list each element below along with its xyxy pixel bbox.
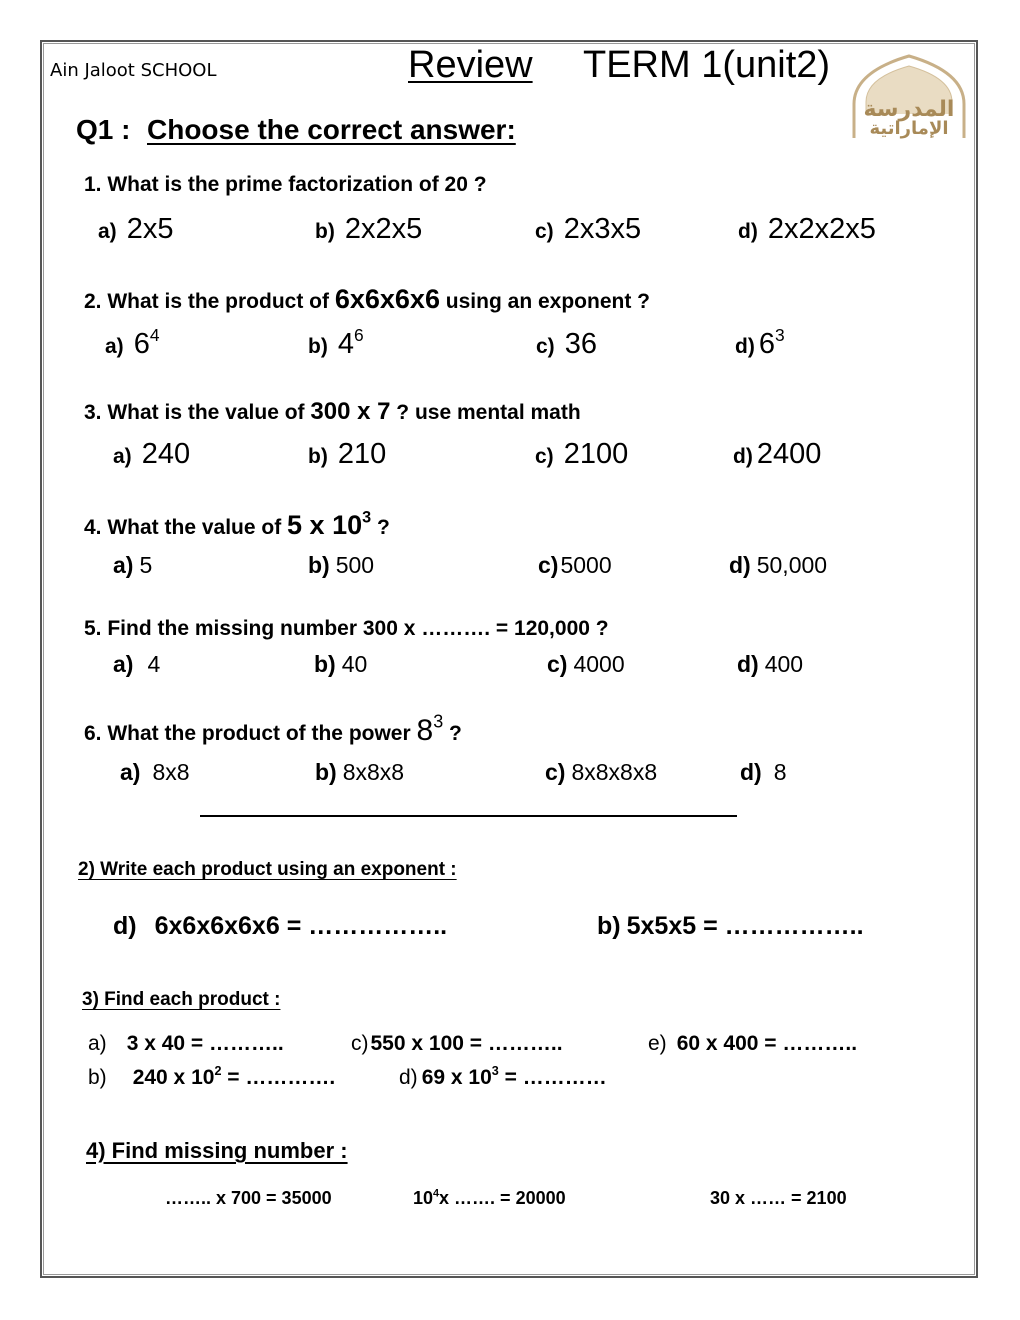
option-value: 5 bbox=[139, 552, 153, 578]
question-exponent: 3 bbox=[433, 711, 444, 732]
option-value: 50,000 bbox=[756, 552, 828, 578]
item-expression: = …………. bbox=[221, 1066, 336, 1089]
option-label: a) bbox=[98, 220, 117, 243]
item-label: d) bbox=[399, 1066, 418, 1089]
option-6d bbox=[740, 761, 787, 784]
question-base: 5 x 10 bbox=[287, 510, 363, 540]
option-value: 8x8 bbox=[152, 759, 190, 785]
svg-text:المدرسة: المدرسة bbox=[863, 97, 955, 122]
question-text: 6. What the product of the power bbox=[84, 722, 417, 745]
option-label: c) bbox=[538, 552, 559, 578]
item-label: b) bbox=[88, 1066, 107, 1089]
option-value: 40 bbox=[341, 651, 368, 677]
item-expression: 6x6x6x6x6 = …………….. bbox=[154, 912, 448, 940]
s3-item-a bbox=[88, 1033, 284, 1054]
option-label: a) bbox=[120, 759, 141, 785]
question-emphasis: 300 x 7 bbox=[310, 398, 391, 425]
option-4a bbox=[113, 554, 152, 577]
item-exponent: 4 bbox=[433, 1187, 440, 1200]
question-text: 4. What the value of bbox=[84, 516, 288, 539]
s3-item-b bbox=[88, 1064, 336, 1089]
question-emphasis: 6x6x6x6 bbox=[334, 284, 440, 314]
option-value: 400 bbox=[764, 651, 804, 677]
option-1c bbox=[535, 215, 641, 244]
option-value: 2x5 bbox=[126, 213, 174, 245]
option-value: 500 bbox=[335, 552, 375, 578]
option-value: 2100 bbox=[563, 438, 629, 470]
section-2-heading: 2) Write each product using an exponent : bbox=[78, 859, 457, 880]
item-expression: = ………… bbox=[498, 1066, 607, 1089]
option-6c bbox=[545, 761, 657, 784]
option-value: 4 bbox=[147, 651, 161, 677]
question-text: using an exponent ? bbox=[439, 290, 650, 313]
option-1d bbox=[738, 215, 876, 244]
s3-item-d bbox=[399, 1064, 607, 1089]
item-expression: 550 x 100 = ……….. bbox=[370, 1032, 563, 1055]
question-emphasis bbox=[287, 510, 371, 540]
option-label: c) bbox=[545, 759, 566, 785]
item-label: a) bbox=[88, 1032, 107, 1055]
option-label: b) bbox=[308, 445, 328, 468]
q1-number: Q1 : bbox=[76, 114, 131, 145]
svg-text:الإماراتية: الإماراتية bbox=[869, 118, 949, 139]
option-value: 2x2x2x5 bbox=[767, 213, 876, 245]
question-base: 8 bbox=[416, 714, 434, 747]
option-4c bbox=[538, 554, 612, 577]
question-text: ? bbox=[443, 722, 462, 745]
option-2c bbox=[536, 330, 597, 359]
option-value: 2400 bbox=[756, 438, 822, 470]
option-value: 8x8x8 bbox=[342, 759, 405, 785]
s3-item-c bbox=[351, 1033, 563, 1054]
item-label: c) bbox=[351, 1032, 369, 1055]
question-1: 1. What is the prime factorization of 20 ? bbox=[84, 173, 487, 196]
option-label: d) bbox=[740, 759, 762, 785]
question-text: 3. What is the value of bbox=[84, 401, 311, 424]
option-label: b) bbox=[315, 759, 337, 785]
option-3c bbox=[535, 440, 628, 469]
section-3-heading: 3) Find each product : bbox=[82, 989, 281, 1010]
s2-item-b bbox=[597, 914, 864, 939]
question-text: ? bbox=[371, 516, 390, 539]
item-expression: 5x5x5 = …………….. bbox=[626, 912, 864, 940]
option-label: b) bbox=[308, 552, 330, 578]
option-value: 6 bbox=[758, 328, 775, 360]
option-1b bbox=[315, 215, 422, 244]
item-expression: x ……. = 20000 bbox=[439, 1188, 566, 1208]
option-label: c) bbox=[535, 220, 554, 243]
option-label: c) bbox=[547, 651, 568, 677]
option-label: d) bbox=[737, 651, 759, 677]
option-value: 6 bbox=[133, 328, 150, 360]
option-label: d) bbox=[729, 552, 751, 578]
item-expression: 240 x 10 bbox=[132, 1066, 215, 1089]
option-5a bbox=[113, 653, 160, 676]
section-divider bbox=[200, 815, 737, 817]
option-exponent: 4 bbox=[149, 324, 160, 345]
option-1a bbox=[98, 215, 173, 244]
question-5: 5. Find the missing number 300 x ………. = 120,000 ? bbox=[84, 617, 609, 640]
question-exponent: 3 bbox=[362, 508, 372, 527]
option-value: 5000 bbox=[560, 552, 612, 578]
option-label: d) bbox=[733, 445, 753, 468]
q1-title: Choose the correct answer: bbox=[147, 114, 516, 145]
option-2d bbox=[735, 324, 785, 360]
option-label: c) bbox=[535, 445, 554, 468]
item-expression: 69 x 10 bbox=[421, 1066, 492, 1089]
option-2b bbox=[308, 324, 364, 360]
option-5b bbox=[314, 653, 367, 676]
option-label: d) bbox=[738, 220, 758, 243]
item-label: b) bbox=[597, 912, 621, 940]
option-value: 2x2x5 bbox=[344, 213, 423, 245]
option-label: a) bbox=[113, 552, 134, 578]
s4-item-2 bbox=[413, 1189, 566, 1207]
option-label: a) bbox=[105, 335, 124, 358]
option-label: b) bbox=[314, 651, 336, 677]
option-value: 240 bbox=[141, 438, 191, 470]
option-label: a) bbox=[113, 651, 134, 677]
school-logo bbox=[846, 54, 972, 140]
question-2 bbox=[84, 286, 650, 313]
option-exponent: 6 bbox=[353, 324, 364, 345]
s4-item-1: …….. x 700 = 35000 bbox=[165, 1188, 332, 1208]
option-value: 4 bbox=[337, 328, 354, 360]
option-label: c) bbox=[536, 335, 555, 358]
question-text: 2. What is the product of bbox=[84, 290, 335, 313]
option-3b bbox=[308, 440, 386, 469]
review-title: Review bbox=[408, 44, 533, 86]
option-4d bbox=[729, 554, 827, 577]
option-5c bbox=[547, 653, 625, 676]
question-3 bbox=[84, 400, 581, 424]
question-text: ? use mental math bbox=[390, 401, 581, 424]
section-4-heading: 4) Find missing number : bbox=[86, 1138, 348, 1163]
option-value: 210 bbox=[337, 438, 387, 470]
item-label: d) bbox=[113, 912, 137, 940]
school-name: Ain Jaloot SCHOOL bbox=[50, 60, 217, 81]
option-label: b) bbox=[308, 335, 328, 358]
item-expression: 3 x 40 = ……….. bbox=[126, 1032, 284, 1055]
option-6b bbox=[315, 761, 404, 784]
item-expression: 60 x 400 = ……….. bbox=[676, 1032, 858, 1055]
s3-item-e bbox=[648, 1033, 857, 1054]
question-4 bbox=[84, 508, 390, 540]
term-title: TERM 1(unit2) bbox=[583, 44, 831, 86]
option-label: a) bbox=[113, 445, 132, 468]
question-6 bbox=[84, 711, 462, 747]
option-value: 8x8x8x8 bbox=[571, 759, 658, 785]
s2-item-d bbox=[113, 914, 447, 939]
option-6a bbox=[120, 761, 190, 784]
option-label: b) bbox=[315, 220, 335, 243]
option-value: 36 bbox=[564, 328, 597, 360]
item-expression: 10 bbox=[413, 1188, 434, 1208]
question-emphasis bbox=[416, 711, 444, 747]
option-3d bbox=[733, 440, 821, 469]
option-4b bbox=[308, 554, 374, 577]
option-label: d) bbox=[735, 335, 755, 358]
item-exponent: 3 bbox=[491, 1064, 499, 1079]
option-5d bbox=[737, 653, 803, 676]
option-2a bbox=[105, 324, 160, 360]
item-label: e) bbox=[648, 1032, 667, 1055]
option-value: 2x3x5 bbox=[563, 213, 642, 245]
item-exponent: 2 bbox=[214, 1064, 222, 1079]
option-exponent: 3 bbox=[774, 324, 785, 345]
option-value: 8 bbox=[773, 759, 787, 785]
option-value: 4000 bbox=[573, 651, 625, 677]
s4-item-3: 30 x …… = 2100 bbox=[710, 1188, 847, 1208]
option-3a bbox=[113, 440, 190, 469]
